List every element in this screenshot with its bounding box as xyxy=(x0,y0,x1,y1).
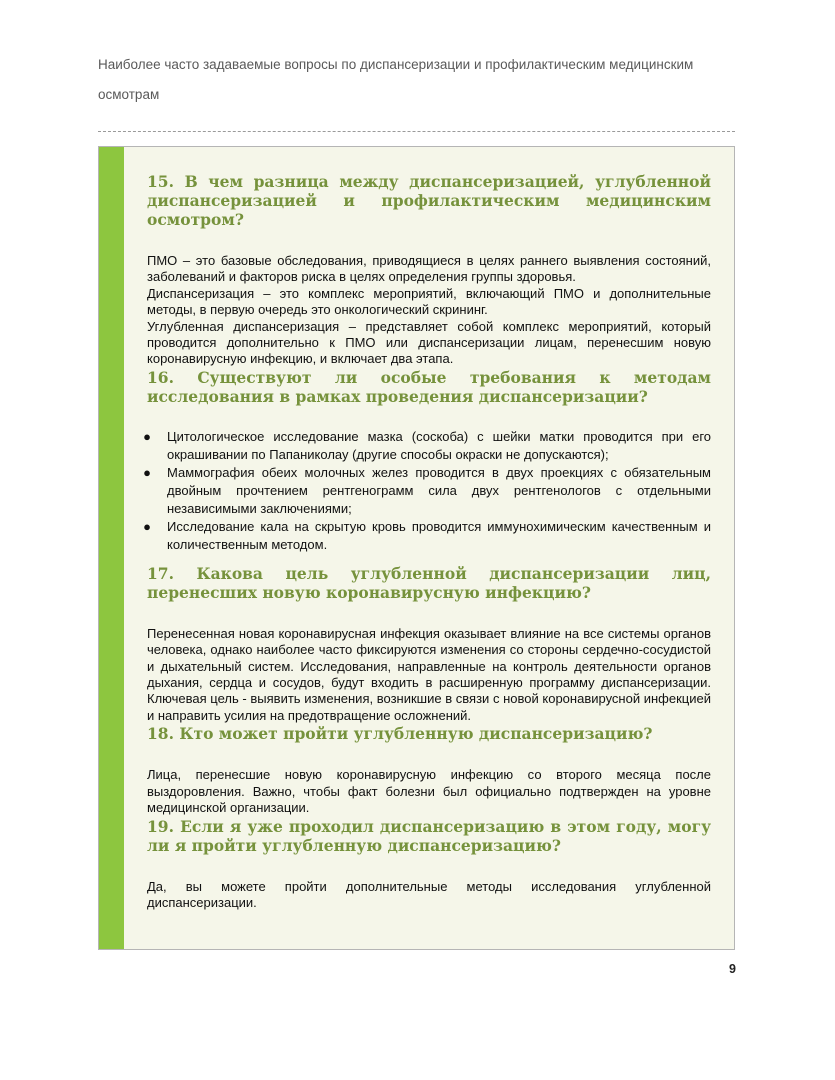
answer-18: Лица, перенесшие новую коронавирусную инфекцию со второго месяца после выздоровления. Важно, чтобы факт болезни был официально подтвержден на уровне медицинской организации. xyxy=(147,767,711,816)
question-17: 17. Какова цель углубленной диспансеризации лиц, перенесших новую коронавирусную инфекцию? xyxy=(147,563,711,602)
list-item xyxy=(143,464,711,518)
list-item-text: Исследование кала на скрытую кровь проводится иммунохимическим качественным и количественным методом. xyxy=(167,518,711,552)
header-divider xyxy=(98,131,735,132)
list-item xyxy=(143,518,711,554)
question-15: 15. В чем разница между диспансеризацией, углубленной диспансеризацией и профилактическим медицинским осмотром? xyxy=(147,172,711,229)
question-19: 19. Если я уже проходил диспансеризацию в этом году, могу ли я пройти углубленную диспансеризацию? xyxy=(147,816,711,855)
header-title: Наиболее часто задаваемые вопросы по диспансеризации и профилактическим медицинским осмотрам xyxy=(98,57,694,102)
list-item-text: Цитологическое исследование мазка (соскоба) с шейки матки проводится при его окрашивании по Папаниколау (другие способы окраски не допускаются); xyxy=(167,428,711,462)
question-16: 16. Существуют ли особые требования к методам исследования в рамках проведения диспансеризации? xyxy=(147,367,711,406)
page-header xyxy=(98,50,738,110)
list-item-text: Маммография обеих молочных желез проводится в двух проекциях с обязательным двойным прочтением рентгенограмм сила двух рентгенологов с отдельными независимыми заключениями; xyxy=(167,464,711,516)
faq-content xyxy=(143,172,711,911)
answer-15-p2: Диспансеризация – это комплекс мероприятий, включающий ПМО и дополнительные методы, в первую очередь это онкологический скрининг. xyxy=(147,285,711,318)
question-18: 18. Кто может пройти углубленную диспансеризацию? xyxy=(147,724,653,744)
bullet-icon: ● xyxy=(143,464,151,480)
answer-19: Да, вы можете пройти дополнительные методы исследования углубленной диспансеризации. xyxy=(147,878,711,910)
answer-15-p3: Углубленная диспансеризация – представляет собой комплекс мероприятий, который проводится дополнительно к ПМО или диспансеризации лицам, перенесшим новую коронавирусную инфекцию, и включает два этапа. xyxy=(147,318,711,367)
bullet-icon: ● xyxy=(143,428,151,444)
answer-17: Перенесенная новая коронавирусная инфекция оказывает влияние на все системы органов человека, однако наиболее часто фиксируются изменения со стороны сердечно-сосудистой и дыхательный систем. Исследования, направленные на контроль деятельности органов дыхания, сердца и сосудов, будут входить в расширенную программу диспансеризации. Ключевая цель - выявить изменения, возникшие в связи с новой коронавирусной инфекцией и направить усилия на предотвращение осложнений. xyxy=(147,625,711,723)
list-item xyxy=(143,428,711,464)
answer-15-p1: ПМО – это базовые обследования, приводящиеся в целях раннего выявления состояний, заболеваний и факторов риска в целях определения группы здоровья. xyxy=(147,253,711,285)
faq-panel xyxy=(98,146,735,950)
requirements-list xyxy=(143,428,711,554)
panel-accent-bar xyxy=(99,147,124,949)
bullet-icon: ● xyxy=(143,518,151,534)
page-number: 9 xyxy=(729,962,736,976)
